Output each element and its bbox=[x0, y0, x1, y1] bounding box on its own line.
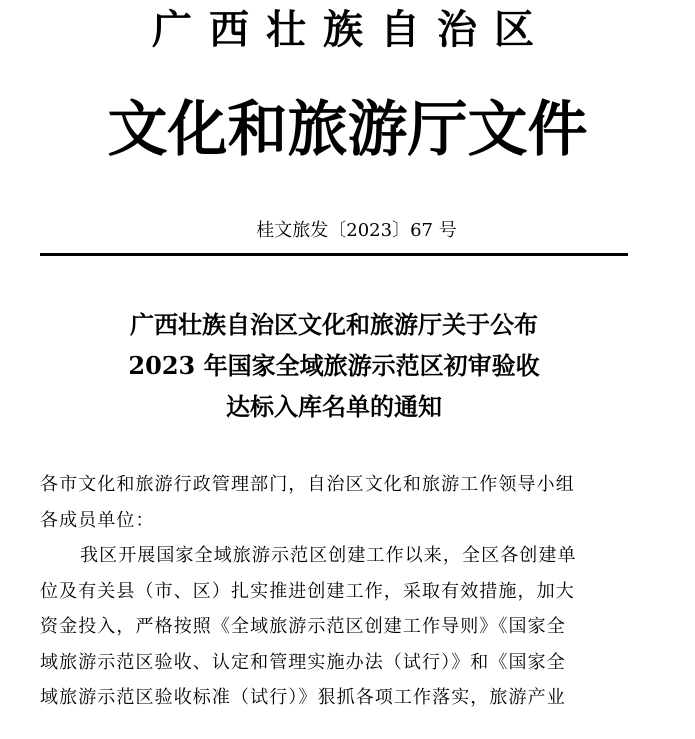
paragraph-line: 我区开展国家全域旅游示范区创建工作以来，全区各创建单 bbox=[80, 545, 577, 566]
notice-body bbox=[40, 467, 628, 716]
paragraph-line: 位及有关县（市、区）扎实推进创建工作，采取有效措施，加大 bbox=[40, 580, 575, 602]
paragraph-line: 资金投入，严格按照《全域旅游示范区创建工作导则》《国家全 bbox=[40, 616, 566, 637]
addressee-line: 各成员单位： bbox=[40, 509, 155, 531]
notice-title bbox=[40, 304, 628, 427]
notice-title-line: 广西壮族自治区文化和旅游厅关于公布 bbox=[130, 310, 538, 339]
addressee-line: 各市文化和旅游行政管理部门，自治区文化和旅游工作领导小组 bbox=[40, 474, 575, 495]
paragraph-line: 域旅游示范区验收、认定和管理实施办法（试行）》和《国家全 bbox=[40, 651, 566, 673]
document-number: 桂文旅发〔2023〕67 号 bbox=[256, 220, 457, 241]
header-divider bbox=[40, 253, 628, 256]
issuer-name: 广西壮族自治区 bbox=[152, 6, 551, 53]
paragraph-line: 域旅游示范区验收标准（试行）》狠抓各项工作落实，旅游产业 bbox=[40, 687, 566, 708]
notice-title-line: 达标入库名单的通知 bbox=[226, 392, 442, 421]
notice-title-line: 2023 年国家全域旅游示范区初审验收 bbox=[128, 351, 540, 380]
document-header-title: 文化和旅游厅文件 bbox=[107, 95, 588, 165]
